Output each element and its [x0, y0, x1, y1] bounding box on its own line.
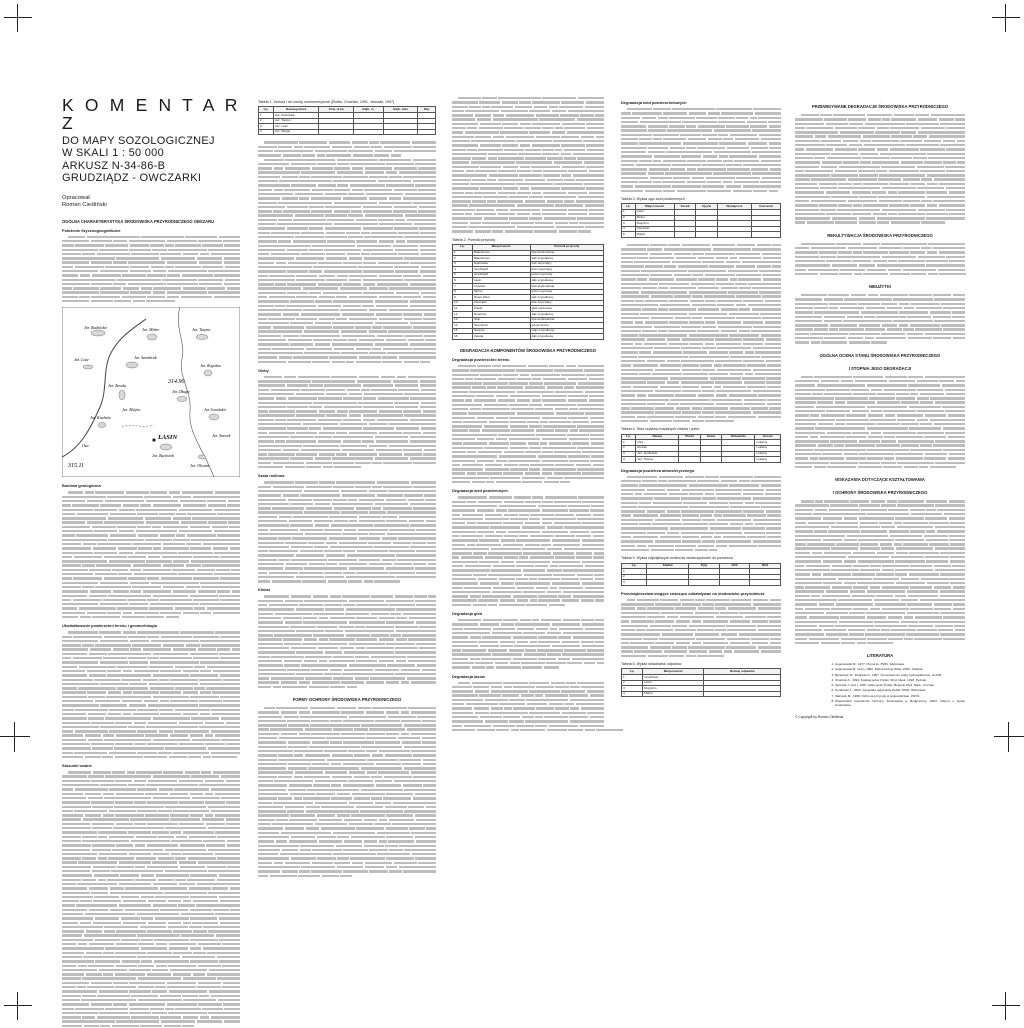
- table-cell: buk zwyczajny: [530, 261, 603, 267]
- table-cell: [719, 580, 749, 586]
- table-header-cell: Ocena: [755, 434, 781, 440]
- table-caption: Tabela 6. Wykaz składowisk odpadów: [621, 662, 682, 667]
- reference-item: 3. Banaszek W., Rudnicki A., 1997, Komentarz do mapy hydrograficznej. GUGiK.: [835, 673, 965, 677]
- text-block: [258, 140, 436, 157]
- table-header-cell: Ujęcie: [696, 204, 718, 210]
- map-label: Jez. Rogóźno: [200, 363, 222, 369]
- section-heading: FORMY OCHRONY ŚRODOWISKA PRZYRODNICZEGO: [292, 697, 402, 702]
- lake-shape: [198, 455, 206, 459]
- table-header-cell: Miejscowość: [635, 204, 674, 210]
- table-cell: Osa: [636, 440, 679, 446]
- table-cell: Słup: [472, 317, 530, 323]
- map-label: Jez. Długie: [172, 389, 190, 395]
- table-cell: 3: [259, 124, 274, 130]
- text-line: [452, 665, 604, 669]
- text-block: [621, 107, 781, 193]
- table-cell: [752, 232, 781, 238]
- text-block: [621, 598, 781, 658]
- prepared-label: Opracował: [62, 194, 90, 201]
- water-quality-table: [621, 434, 781, 463]
- map-label: Jez. Okonin: [190, 463, 209, 469]
- text-line: [62, 1024, 240, 1028]
- table-header-cell: Lp.: [453, 244, 473, 250]
- map-label: Jez. Szembruk: [134, 355, 157, 361]
- lake-shape: [98, 423, 106, 428]
- table-cell: 6: [453, 278, 473, 284]
- table-cell: 3: [622, 221, 636, 227]
- table-cell: Szembruk: [472, 323, 530, 329]
- table-cell: [750, 580, 781, 586]
- subtitle-line: W SKALI 1 : 50 000: [62, 147, 165, 160]
- table-cell: 2: [259, 118, 274, 124]
- table-cell: 1: [453, 250, 473, 256]
- table-row: [622, 232, 781, 238]
- table-cell: Mełno: [635, 215, 674, 221]
- text-block: [795, 499, 965, 645]
- crop-mark: [992, 4, 1020, 32]
- table-header-cell: Wydajność: [717, 204, 751, 210]
- map-label: Jez. Łasińskie: [204, 407, 227, 413]
- table-cell: [721, 457, 755, 463]
- table-cell: [679, 457, 701, 463]
- table-cell: Rudnik: [636, 445, 679, 451]
- text-block: [62, 490, 240, 619]
- table-cell: głaz narzutowy: [530, 306, 603, 312]
- table-cell: lipa drobnolistna: [530, 250, 603, 256]
- table-cell: Rogóźno: [643, 686, 704, 692]
- column-1: [62, 96, 240, 1028]
- section-heading: I STOPNIA JEGO DEGRADACJI: [848, 365, 912, 371]
- table-cell: 4: [622, 226, 636, 232]
- map-label: Jez. Rudnickie: [84, 325, 108, 331]
- text-line: [62, 615, 240, 619]
- map-label: Jez. Zawda: [108, 383, 126, 389]
- author-name: Roman Cieśliński: [62, 201, 107, 208]
- table-cell: Lokalny: [755, 451, 781, 457]
- town-marker: [152, 439, 155, 442]
- text-block: [452, 681, 604, 733]
- table-cell: Rogóźno: [635, 221, 674, 227]
- table-cell: Świecie: [472, 328, 530, 334]
- table-cell: 3: [622, 451, 636, 457]
- table-header-cell: Wskaźniki: [721, 434, 755, 440]
- table-cell: Lokalny: [755, 445, 781, 451]
- crop-mark: [4, 992, 32, 1020]
- document-title: K O M E N T A R Z: [62, 95, 240, 133]
- table-cell: dąb szypułkowy: [530, 312, 603, 318]
- water-intakes-table: [621, 203, 781, 238]
- subsection-heading: Położenie fizycznogeograficzne: [62, 227, 121, 233]
- table-cell: Rogóźno: [472, 312, 530, 318]
- table-cell: 3: [622, 686, 643, 692]
- table-cell: 5: [453, 272, 473, 278]
- table-cell: wiąz szypułkowy: [530, 328, 603, 334]
- table-header-cell: Klasa: [700, 434, 721, 440]
- map-label: Jez. Mełno: [142, 327, 160, 333]
- column-4: [621, 96, 781, 702]
- subsection-heading: Klimat: [258, 587, 270, 593]
- subsection-heading: Degradacja gleb: [452, 611, 483, 617]
- table-cell: 10: [453, 300, 473, 306]
- lakes-table: [258, 106, 436, 135]
- subsection-heading: Przedsiębiorstwa mogące znacząco oddziaływać na środowisko przyrodnicze: [621, 590, 765, 596]
- table-header-cell: SO2: [719, 563, 749, 569]
- text-line: [62, 299, 240, 303]
- map-label: Jez. Bachotek: [152, 453, 174, 459]
- table-cell: 3: [453, 261, 473, 267]
- section-heading: WSKAZANIA DOTYCZĄCE KSZTAŁTOWANIA: [835, 477, 925, 483]
- table-cell: 5: [622, 232, 636, 238]
- map-town-label: LASIN: [158, 434, 178, 442]
- text-line: [795, 340, 965, 344]
- text-line: [795, 220, 965, 224]
- table-row: [453, 334, 604, 340]
- map-label: Jez. Kuchnia: [90, 415, 111, 421]
- subsection-heading: Degradacja powierzchni terenu: [452, 357, 510, 362]
- table-cell: 11: [453, 306, 473, 312]
- table-cell: 7: [453, 284, 473, 290]
- table-cell: [717, 232, 751, 238]
- table-cell: 4: [259, 129, 274, 135]
- references-list: [795, 662, 965, 707]
- section-heading: I OCHRONY ŚRODOWISKA PRZYRODNICZEGO: [832, 490, 928, 496]
- table-cell: Mełno: [472, 289, 530, 295]
- table-header-cell: Rodzaj odpadów: [704, 669, 781, 675]
- table-cell: 2: [622, 215, 636, 221]
- table-cell: Nowa Wieś: [472, 295, 530, 301]
- section-heading: LITERATURA: [866, 653, 894, 659]
- text-block: [795, 242, 965, 276]
- table-cell: 1: [622, 440, 636, 446]
- table-header-cell: Zakład: [647, 563, 689, 569]
- table-header-cell: Głęb. max: [383, 107, 418, 113]
- table-cell: 1: [259, 113, 274, 119]
- lake-shape: [126, 362, 138, 368]
- text-line: [62, 755, 240, 759]
- text-line: [258, 465, 436, 469]
- table-row: [622, 691, 781, 697]
- emitters-table: [621, 563, 781, 586]
- text-block: [258, 706, 436, 878]
- text-block: [452, 96, 604, 234]
- subsection-heading: Degradacja powietrza atmosferycznego: [621, 467, 695, 473]
- lake-shape: [196, 335, 208, 340]
- text-line: [452, 728, 604, 732]
- registration-mark: [0, 722, 30, 752]
- table-cell: [689, 580, 720, 586]
- reference-item: 7. Mazurek M., 1998, Ochrona przyrody w województwie. WIOŚ.: [835, 694, 965, 698]
- subtitle-line: GRUDZIĄDZ - OWCZARKI: [62, 172, 202, 185]
- location-map: [62, 307, 240, 477]
- table-header-cell: Kierunek: [752, 204, 781, 210]
- table-cell: 15: [453, 328, 473, 334]
- text-line: [258, 685, 436, 689]
- reference-item: 1. Augustowski B., 1977, Pomorze. PWN, Warszawa.: [835, 662, 965, 666]
- text-line: [621, 654, 781, 658]
- reference-item: 4. Choiński A., 1991, Katalog jezior Polski. Wyd. Nauk. UAM, Poznań.: [835, 678, 965, 682]
- text-block: [795, 375, 965, 470]
- table-cell: 16: [453, 334, 473, 340]
- table-header-cell: Pyły: [689, 563, 720, 569]
- table-cell: Owczarki: [635, 226, 674, 232]
- crop-mark: [992, 992, 1020, 1020]
- table-cell: dąb szypułkowy: [530, 295, 603, 301]
- table-cell: [647, 580, 689, 586]
- table-header-cell: Lp.: [622, 204, 636, 210]
- text-line: [452, 603, 604, 607]
- table-cell: Jez. Lisie: [273, 124, 318, 130]
- subsection-heading: Stosunki wodne: [62, 763, 92, 769]
- table-cell: lipa drobnolistna: [530, 317, 603, 323]
- table-cell: dąb szypułkowy: [530, 256, 603, 262]
- subtitle-line: ARKUSZ N-34-86-B: [62, 159, 166, 172]
- table-cell: klon zwyczajny: [530, 267, 603, 273]
- text-line: [621, 548, 781, 552]
- table-header-cell: Lp.: [622, 563, 647, 569]
- authors: [62, 195, 240, 209]
- table-cell: buk zwyczajny: [530, 300, 603, 306]
- lake-shape: [119, 390, 125, 400]
- table-cell: 4: [622, 691, 643, 697]
- table-cell: Lasin: [635, 209, 674, 215]
- text-line: [258, 579, 436, 583]
- nature-monuments-table: [452, 244, 604, 340]
- subsection-heading: Degradacja wód powierzchniowych: [621, 100, 687, 105]
- table-cell: jesion wyniosły: [530, 272, 603, 278]
- table-cell: 2: [622, 445, 636, 451]
- table-header-cell: Pow. w ha: [319, 107, 354, 113]
- table-cell: Jez. Długie: [273, 129, 318, 135]
- text-block: [62, 630, 240, 759]
- table-caption: Tabela 2. Pomniki przyrody: [452, 237, 496, 242]
- table-header-cell: Obj.: [418, 107, 436, 113]
- table-cell: [674, 232, 696, 238]
- text-line: [795, 272, 965, 276]
- table-cell: Dąbrówka: [472, 261, 530, 267]
- table-cell: lipa drobnolistna: [530, 284, 603, 290]
- table-header-cell: Lp.: [259, 107, 274, 113]
- map-label: Jez. Stawek: [212, 433, 231, 439]
- table-cell: 2: [453, 256, 473, 262]
- text-block: [452, 618, 604, 670]
- table-header-cell: Lp.: [622, 434, 636, 440]
- text-line: [621, 189, 781, 193]
- text-block: [621, 243, 781, 423]
- section-heading: OGÓLNA OCENA STANU ŚRODOWISKA PRZYRODNICZEGO: [819, 352, 941, 358]
- table-cell: 3: [622, 580, 647, 586]
- subsection-heading: Szata roślinna: [258, 473, 285, 479]
- title-block: [62, 96, 240, 209]
- table-cell: Lokalny: [755, 457, 781, 463]
- table-header-cell: NO2: [750, 563, 781, 569]
- text-line: [795, 465, 965, 469]
- text-line: [452, 480, 604, 484]
- table-cell: Zawda: [472, 334, 530, 340]
- copyright: © Copyright by Roman Cieśliński: [795, 715, 844, 720]
- table-row: [622, 457, 781, 463]
- text-block: [452, 364, 604, 484]
- section-heading: NIEUŻYTKI: [868, 284, 892, 290]
- reference-item: 5. Jańczak J. (red.), 1997, Atlas jezior Polski. Bogucki Wyd. Nauk., Poznań.: [835, 683, 965, 687]
- subsection-heading: Budowa geologiczna: [62, 483, 101, 489]
- reference-item: 6. Kondracki J., 2000, Geografia regionalna Polski. PWN, Warszawa.: [835, 688, 965, 692]
- text-block: [258, 375, 436, 470]
- table-header-cell: Nazwa jeziora: [273, 107, 318, 113]
- table-header-cell: Nazwa: [636, 434, 679, 440]
- column-5: [795, 96, 965, 719]
- text-block: [795, 293, 965, 345]
- table-cell: 2: [622, 574, 647, 580]
- map-label: Osa: [82, 443, 89, 449]
- map-frame: [62, 307, 240, 477]
- table-cell: Lasin: [472, 278, 530, 284]
- text-line: [258, 874, 436, 878]
- table-caption: Tabela 3. Wykaz ujęć wód podziemnych: [621, 196, 685, 201]
- subsection-heading: Ukształtowanie powierzchni terenu i geomorfologia: [62, 623, 157, 629]
- table-cell: Lokalny: [755, 440, 781, 446]
- text-line: [452, 229, 604, 233]
- table-cell: [700, 457, 721, 463]
- table-cell: 2: [622, 680, 643, 686]
- reference-item: 8. Wojewódzki Inspektorat Ochrony Środowiska w Bydgoszczy, 2003, Raport o stanie środowiska.: [835, 699, 965, 707]
- table-cell: Owczarki: [472, 300, 530, 306]
- registration-mark: [994, 722, 1024, 752]
- table-caption: Tabela 5. Wykaz największych emitorów zanieczyszczeń do powietrza: [621, 556, 733, 561]
- table-cell: Jez. Tarpno: [273, 118, 318, 124]
- table-row: [622, 580, 781, 586]
- lake-shape: [204, 370, 212, 376]
- table-cell: 8: [453, 289, 473, 295]
- text-block: [452, 495, 604, 607]
- table-header-cell: Lp.: [622, 669, 643, 675]
- text-block: [258, 594, 436, 689]
- subsection-heading: Gleby: [258, 367, 269, 373]
- lake-shape: [147, 334, 157, 340]
- text-line: [258, 360, 436, 364]
- map-height-label: 315.11: [68, 463, 85, 470]
- section-heading: DEGRADACJA KOMPONENTÓW ŚRODOWISKA PRZYRODNICZEGO: [459, 348, 597, 353]
- table-cell: Grudziądz: [472, 272, 530, 278]
- table-cell: 1: [622, 209, 636, 215]
- subtitle-line: DO MAPY SOZOLOGICZNEJ: [62, 135, 215, 147]
- table-cell: dąb szypułkowy: [530, 278, 603, 284]
- table-cell: 12: [453, 312, 473, 318]
- reference-item: 2. Augustowski B. (red.), 1982, Dolina Dolnej Wisły. ZNiO, Gdańsk.: [835, 667, 965, 671]
- table-cell: Piaski: [635, 232, 674, 238]
- table-header-cell: Punkt: [679, 434, 701, 440]
- table-cell: dąb szypułkowy: [530, 334, 603, 340]
- lake-shape: [160, 444, 172, 450]
- section-heading: OGÓLNA CHARAKTERYSTYKA ŚRODOWISKA PRZYRODNICZEGO OBSZARU: [62, 218, 214, 224]
- table-header-cell: Zasób: [674, 204, 696, 210]
- table-cell: 9: [453, 295, 473, 301]
- table-header-cell: Miejscowość: [472, 244, 530, 250]
- table-cell: Piaski: [472, 306, 530, 312]
- text-block: [62, 235, 240, 304]
- table-cell: 4: [622, 457, 636, 463]
- map-height-label: 314.90: [168, 379, 185, 386]
- table-cell: Białochowo: [472, 250, 530, 256]
- table-cell: [704, 691, 781, 697]
- column-3: [452, 96, 604, 732]
- table-cell: Lisnowo: [472, 284, 530, 290]
- text-block: [621, 475, 781, 552]
- table-cell: Jez. Tarpno: [636, 457, 679, 463]
- crop-mark: [4, 4, 32, 32]
- table-cell: 1: [622, 675, 643, 681]
- table-caption: Tabela 4. Stan czystości badanych cieków i jezior: [621, 427, 700, 432]
- subsection-heading: Degradacja wód podziemnych: [452, 488, 508, 494]
- table-cell: Jez. Rudnickie: [636, 451, 679, 457]
- text-block: [795, 113, 965, 225]
- table-cell: [696, 232, 718, 238]
- table-header-cell: Głęb. śr.: [354, 107, 384, 113]
- table-header-cell: Pomnik przyrody: [530, 244, 603, 250]
- table-cell: grupa drzew: [530, 323, 603, 329]
- table-cell: Lasin: [643, 680, 704, 686]
- section-heading: REKULTYWACJA ŚRODOWISKA PRZYRODNICZEGO: [827, 232, 933, 238]
- text-line: [621, 419, 781, 423]
- lake-shape: [209, 414, 219, 420]
- table-cell: Białochowo: [472, 256, 530, 262]
- column-2: [258, 96, 436, 878]
- landfills-table: [621, 668, 781, 697]
- table-cell: 13: [453, 317, 473, 323]
- map-label: Jez. Zbójno: [122, 407, 141, 413]
- text-line: [795, 641, 965, 645]
- lake-shape: [91, 330, 105, 336]
- table-cell: 4: [453, 267, 473, 273]
- table-cell: Mełno: [643, 691, 704, 697]
- table-header-cell: Miejscowość: [643, 669, 704, 675]
- lake-shape: [177, 397, 187, 402]
- table-caption: Tabela 1. Jeziora i ich cechy morfometryczne (Źródło: Choiński, 1991, Jańczak, 1997): [258, 100, 395, 104]
- text-block: [258, 158, 436, 364]
- table-cell: jesion wyniosły: [530, 289, 603, 295]
- table-cell: Jez. Rudnickie: [273, 113, 318, 119]
- section-heading: PRZEWIDYWANE DEGRADACJE ŚRODOWISKA PRZYRODNICZEGO: [811, 104, 949, 109]
- lake-shape: [83, 365, 93, 369]
- table-cell: Grudziądz: [472, 267, 530, 273]
- subsection-heading: Degradacja lasów: [452, 673, 485, 679]
- table-cell: Grudziądz: [643, 675, 704, 681]
- table-row: [259, 129, 436, 135]
- map-label: Jez. Tarpno: [192, 327, 211, 333]
- table-cell: 14: [453, 323, 473, 329]
- text-block: [258, 480, 436, 583]
- text-block: [62, 770, 240, 1028]
- map-label: Jez. Lisie: [74, 357, 89, 363]
- table-cell: 1: [622, 569, 647, 575]
